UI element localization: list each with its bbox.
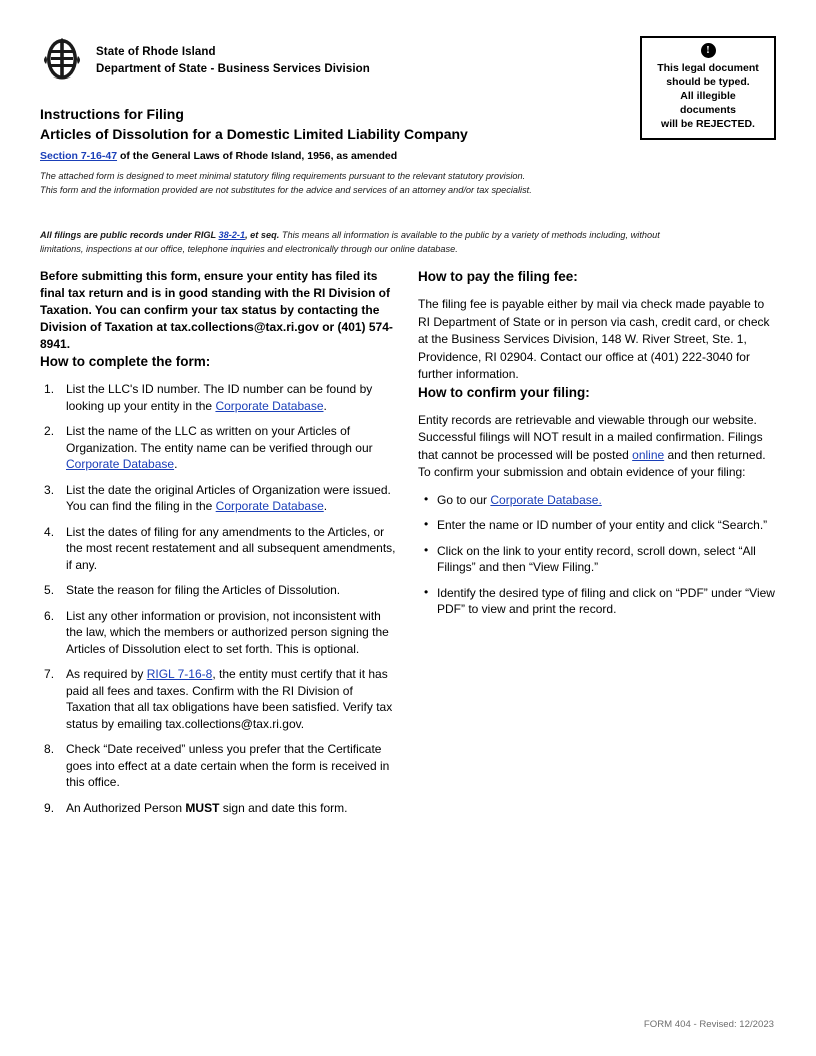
disclaimer-line-1: The attached form is designed to meet minimal statutory filing requirements pursuant to the relevant statutory provision. bbox=[40, 171, 526, 181]
how-to-confirm-heading: How to confirm your filing: bbox=[418, 384, 590, 400]
page-title-line-2: Articles of Dissolution for a Domestic Limited Liability Company bbox=[40, 126, 468, 142]
state-seal-icon bbox=[40, 36, 84, 82]
step-text: Check “Date received” unless you prefer that the Certificate goes into effect at a date certain when the form is received in this office. bbox=[66, 742, 390, 789]
legal-notice-box bbox=[640, 36, 776, 140]
confirm-body-post: and then returned. To confirm your submission and obtain evidence of your filing: bbox=[418, 447, 766, 479]
step-text-emphasis: MUST bbox=[185, 800, 220, 815]
right-column bbox=[418, 268, 778, 627]
how-to-confirm-body bbox=[418, 412, 778, 482]
public-records-note bbox=[40, 229, 680, 256]
step-text: List the date the original Articles of Organization were issued. You can find the filing in the bbox=[66, 482, 391, 513]
rigl-38-2-1-link[interactable]: 38-2-1 bbox=[218, 230, 246, 240]
step-text: State the reason for filing the Articles of Dissolution. bbox=[66, 583, 341, 597]
list-item bbox=[418, 585, 778, 618]
bullet-text: Identify the desired type of filing and click on “PDF” under “View PDF” to view and print the record. bbox=[437, 585, 775, 616]
statute-reference bbox=[40, 150, 397, 162]
list-item bbox=[40, 524, 400, 574]
page-title bbox=[40, 104, 660, 144]
disclaimer-line-2: This form and the information provided are not substitutes for the advice and services of an attorney and/or tax specialist. bbox=[40, 184, 532, 195]
step-text: As required by bbox=[66, 667, 147, 681]
notice-line-4: documents bbox=[679, 104, 736, 116]
step-text: List the dates of filing for any amendments to the Articles, or the most recent restatement and all subsequent amendments, if any. bbox=[66, 524, 396, 572]
step-text-post: . bbox=[323, 499, 328, 513]
notice-line-5: will be REJECTED. bbox=[661, 118, 755, 130]
list-item bbox=[40, 800, 400, 817]
corporate-database-link[interactable]: Corporate Database bbox=[66, 457, 175, 471]
rigl-7-16-8-link[interactable]: RIGL 7-16-8 bbox=[146, 667, 213, 681]
list-item bbox=[40, 608, 400, 658]
step-text-post: , the entity must certify that it has paid all fees and taxes. Confirm with the RI Division of Taxation that all tax obligations have been satisfied. Verify tax status by emailing tax.collections@tax.ri.gov. bbox=[66, 667, 393, 731]
step-text: List the LLC's ID number. The ID number can be found by looking up your entity in the bbox=[66, 382, 373, 413]
step-text: List the name of the LLC as written on your Articles of Organization. The entity name can be verified through our bbox=[66, 424, 373, 455]
form-disclaimer bbox=[40, 170, 640, 197]
notice-line-3: All illegible bbox=[680, 90, 736, 102]
bullet-text: Enter the name or ID number of your entity and click “Search.” bbox=[437, 518, 768, 532]
bullet-text: Click on the link to your entity record, scroll down, select “All Filings” and then “View Filing.” bbox=[437, 543, 756, 574]
step-text-post: . bbox=[323, 398, 327, 413]
how-to-pay-heading: How to pay the filing fee: bbox=[418, 269, 578, 284]
left-column bbox=[40, 268, 400, 825]
statute-link[interactable]: Section 7-16-47 bbox=[40, 150, 118, 162]
document-header bbox=[40, 36, 600, 82]
online-link[interactable]: online bbox=[632, 447, 665, 462]
public-records-prefix: All filings are public records under RIGL bbox=[40, 230, 219, 240]
public-records-rest: This means all information is available to the public by a variety of methods including, without limitations, inspections at our office, telephone inquiries and electronically through our online database. bbox=[40, 230, 660, 254]
step-text-post: . bbox=[174, 457, 178, 471]
tax-status-notice: Before submitting this form, ensure your entity has filed its final tax return and is in good standing with the RI Division of Taxation. You can confirm your tax status by contacting the Division of Taxation at tax.collections@tax.ri.gov or (401) 574-8941. bbox=[40, 269, 393, 351]
corporate-database-link[interactable]: Corporate Database. bbox=[490, 492, 602, 507]
how-to-complete-heading: How to complete the form: bbox=[40, 354, 211, 369]
list-item bbox=[40, 582, 400, 599]
page-title-line-1: Instructions for Filing bbox=[40, 106, 184, 122]
agency-division-name: Department of State - Business Services Division bbox=[96, 63, 370, 75]
exclamation-icon: ! bbox=[701, 43, 716, 58]
bullet-text: Go to our bbox=[437, 492, 491, 507]
list-item bbox=[40, 423, 400, 473]
corporate-database-link[interactable]: Corporate Database bbox=[215, 499, 324, 513]
public-records-suffix: , et seq. bbox=[245, 230, 280, 240]
form-footer: FORM 404 - Revised: 12/2023 bbox=[643, 1019, 774, 1030]
corporate-database-link[interactable]: Corporate Database bbox=[215, 398, 324, 413]
agency-state-name: State of Rhode Island bbox=[96, 46, 216, 58]
list-item bbox=[418, 543, 778, 576]
notice-line-1: This legal document bbox=[657, 62, 759, 74]
confirm-steps-list bbox=[418, 492, 778, 618]
list-item bbox=[418, 492, 778, 509]
list-item bbox=[40, 741, 400, 791]
instruction-steps-list bbox=[40, 381, 400, 816]
how-to-pay-body: The filing fee is payable either by mail via check made payable to RI Department of State or in person via cash, credit card, or check at the Business Services Division, 148 W. River Street, Ste. 1, Providence, RI 02904. Contact our office at (401) 222-3040 for further information. bbox=[418, 297, 770, 381]
step-text: An Authorized Person bbox=[66, 800, 186, 815]
list-item bbox=[40, 482, 400, 515]
list-item bbox=[40, 666, 400, 732]
confirm-body-pre: Entity records are retrievable and viewable through our website. Successful filings will NOT result in a mailed confirmation. Filings that cannot be processed will be posted bbox=[418, 412, 763, 462]
notice-line-2: should be typed. bbox=[666, 76, 750, 88]
list-item bbox=[40, 381, 400, 414]
step-text-post: sign and date this form. bbox=[219, 800, 348, 815]
statute-rest: of the General Laws of Rhode Island, 1956, as amended bbox=[117, 150, 398, 162]
step-text: List any other information or provision, not inconsistent with the law, which the members or authorized person signing the Articles of Dissolution elect to set forth. This is optional. bbox=[66, 608, 389, 656]
list-item bbox=[418, 517, 778, 534]
